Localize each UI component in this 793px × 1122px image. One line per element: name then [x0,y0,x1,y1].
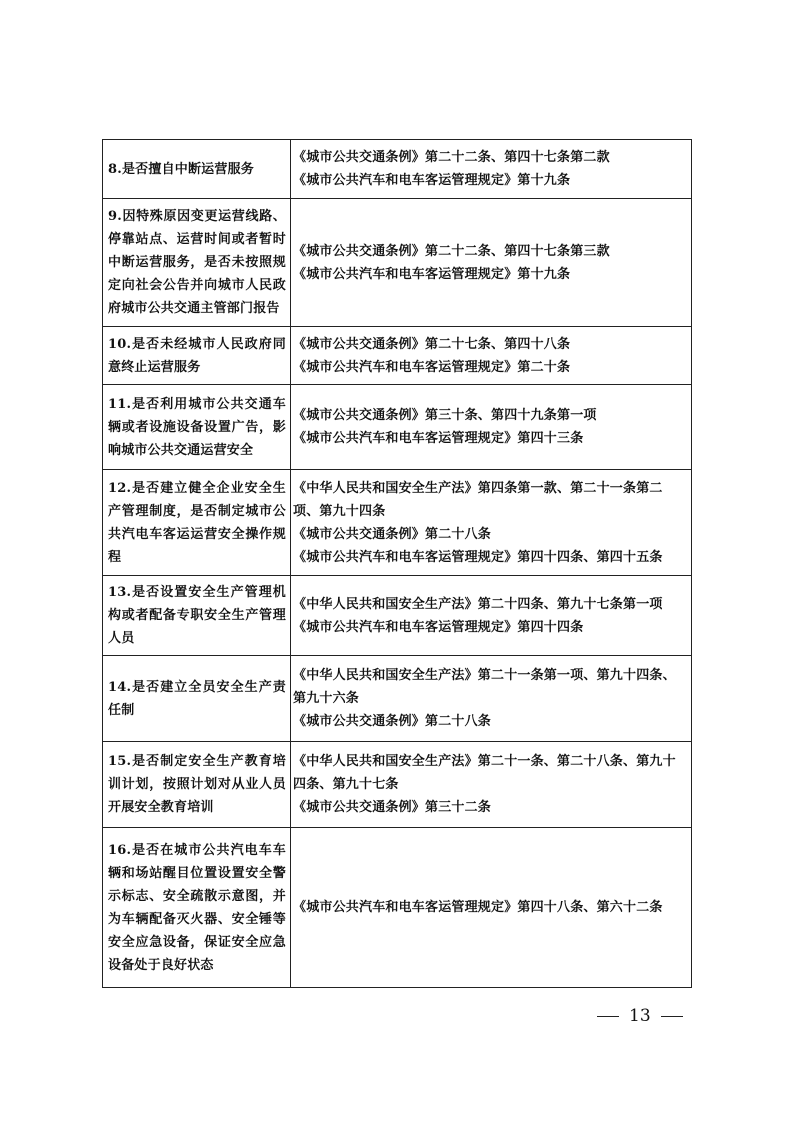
table-row [103,385,691,470]
inspection-item: 13.是否设置安全生产管理机构或者配备专职安全生产管理人员 [103,576,291,655]
legal-basis [291,576,691,655]
inspection-item: 11.是否利用城市公共交通车辆或者设施设备设置广告，影响城市公共交通运营安全 [103,385,291,469]
basis-line: 《中华人民共和国安全生产法》第四条第一款、第二十一条第二项、第九十四条 [293,480,663,519]
basis-line: 《城市公共汽车和电车客运管理规定》第四十四条、第四十五条 [293,549,663,565]
table-row [103,576,691,656]
inspection-item: 12.是否建立健全企业安全生产管理制度，是否制定城市公共汽电车客运运营安全操作规程 [103,470,291,575]
basis-line: 《城市公共交通条例》第三十条、第四十九条第一项 [293,408,597,423]
inspection-item: 16.是否在城市公共汽电车车辆和场站醒目位置设置安全警示标志、安全疏散示意图，并为车辆配备灭火器、安全锤等安全应急设备，保证安全应急设备处于良好状态 [103,828,291,987]
basis-line: 《城市公共汽车和电车客运管理规定》第四十四条 [293,619,584,635]
legal-basis [291,470,691,575]
regulation-table [102,139,692,988]
legal-basis [291,828,691,987]
legal-basis [291,199,691,326]
basis-line: 《城市公共交通条例》第二十二条、第四十七条第二款 [293,150,610,165]
table-row [103,656,691,742]
legal-basis [291,742,691,827]
table-row [103,828,691,987]
inspection-item: 14.是否建立全员安全生产责任制 [103,656,291,741]
basis-line: 《中华人民共和国安全生产法》第二十四条、第九十七条第一项 [293,596,663,612]
basis-line: 《城市公共汽车和电车客运管理规定》第十九条 [293,173,571,188]
page-footer [597,1006,697,1026]
page-number: 13 [629,1006,651,1026]
footer-dash-left [597,1016,619,1017]
legal-basis [291,656,691,741]
basis-line: 《城市公共汽车和电车客运管理规定》第四十八条、第六十二条 [293,900,663,915]
inspection-item: 8.是否擅自中断运营服务 [103,140,291,198]
basis-line: 《中华人民共和国安全生产法》第二十一条第一项、第九十四条、第九十六条 [293,668,676,706]
basis-line: 《城市公共汽车和电车客运管理规定》第四十三条 [293,431,584,446]
legal-basis [291,327,691,384]
basis-line: 《中华人民共和国安全生产法》第二十一条、第二十八条、第九十四条、第九十七条 [293,754,676,792]
legal-basis [291,140,691,198]
basis-line: 《城市公共交通条例》第二十八条 [293,714,492,729]
table-row [103,327,691,385]
basis-line: 《城市公共汽车和电车客运管理规定》第二十条 [293,359,571,375]
basis-line: 《城市公共交通条例》第二十七条、第四十八条 [293,336,571,352]
footer-dash-right [661,1016,683,1017]
legal-basis [291,385,691,469]
table-row [103,470,691,576]
basis-line: 《城市公共交通条例》第二十八条 [293,526,492,542]
basis-line: 《城市公共汽车和电车客运管理规定》第十九条 [293,266,571,282]
basis-line: 《城市公共交通条例》第三十二条 [293,800,492,815]
inspection-item: 15.是否制定安全生产教育培训计划，按照计划对从业人员开展安全教育培训 [103,742,291,827]
table-row [103,140,691,199]
table-row [103,742,691,828]
basis-line: 《城市公共交通条例》第二十二条、第四十七条第三款 [293,243,610,259]
table-row [103,199,691,327]
inspection-item: 10.是否未经城市人民政府同意终止运营服务 [103,327,291,384]
inspection-item: 9.因特殊原因变更运营线路、停靠站点、运营时间或者暂时中断运营服务，是否未按照规定向社会公告并向城市人民政府城市公共交通主管部门报告 [103,199,291,326]
